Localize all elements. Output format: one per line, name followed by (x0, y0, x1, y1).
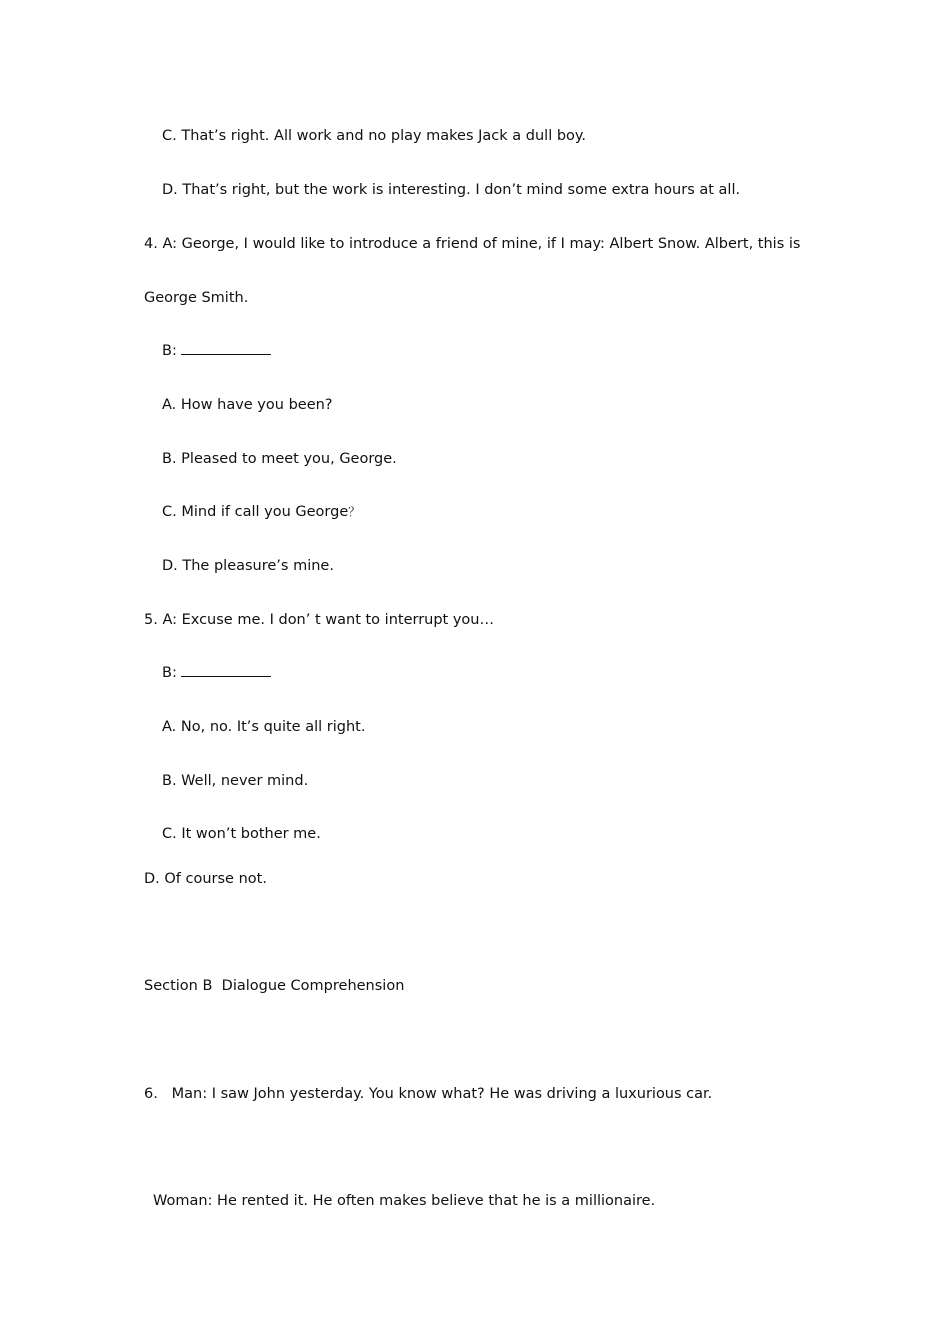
q4-prompt-line1: 4. A: George, I would like to introduce a friend of mine, if I may: Albert Snow. Albert, this is (144, 236, 801, 252)
section-b-heading: Section B Dialogue Comprehension (144, 978, 405, 994)
q5-answer-blank (181, 664, 271, 677)
q4-response-line (162, 341, 271, 361)
q5-option-d: D. Of course not. (144, 871, 267, 887)
q6-man-line: 6. Man: I saw John yesterday. You know what? He was driving a luxurious car. (144, 1086, 713, 1102)
q3-option-c: C. That’s right. All work and no play makes Jack a dull boy. (162, 128, 587, 144)
q5-option-a: A. No, no. It’s quite all right. (162, 719, 366, 735)
q5-option-b: B. Well, never mind. (162, 773, 309, 789)
q3-option-d: D. That’s right, but the work is interesting. I don’t mind some extra hours at all. (162, 182, 741, 198)
q6-woman-line: Woman: He rented it. He often makes believe that he is a millionaire. (153, 1193, 656, 1209)
q4-option-d: D. The pleasure’s mine. (162, 558, 334, 574)
q5-response-line (162, 663, 271, 683)
q4-response-label: B: (162, 343, 182, 359)
q4-answer-blank (181, 342, 271, 355)
q5-prompt: 5. A: Excuse me. I don’ t want to interrupt you… (144, 612, 494, 628)
q5-response-label: B: (162, 665, 182, 681)
q4-option-c-line (162, 502, 360, 522)
q4-option-b: B. Pleased to meet you, George. (162, 451, 397, 467)
q4-option-c: C. Mind if call you George (162, 504, 349, 520)
q4-prompt-line2: George Smith. (144, 290, 249, 306)
q4-option-a: A. How have you been? (162, 397, 333, 413)
q5-option-c: C. It won’t bother me. (162, 826, 321, 842)
q4-option-c-question-mark: ？ (348, 505, 361, 519)
